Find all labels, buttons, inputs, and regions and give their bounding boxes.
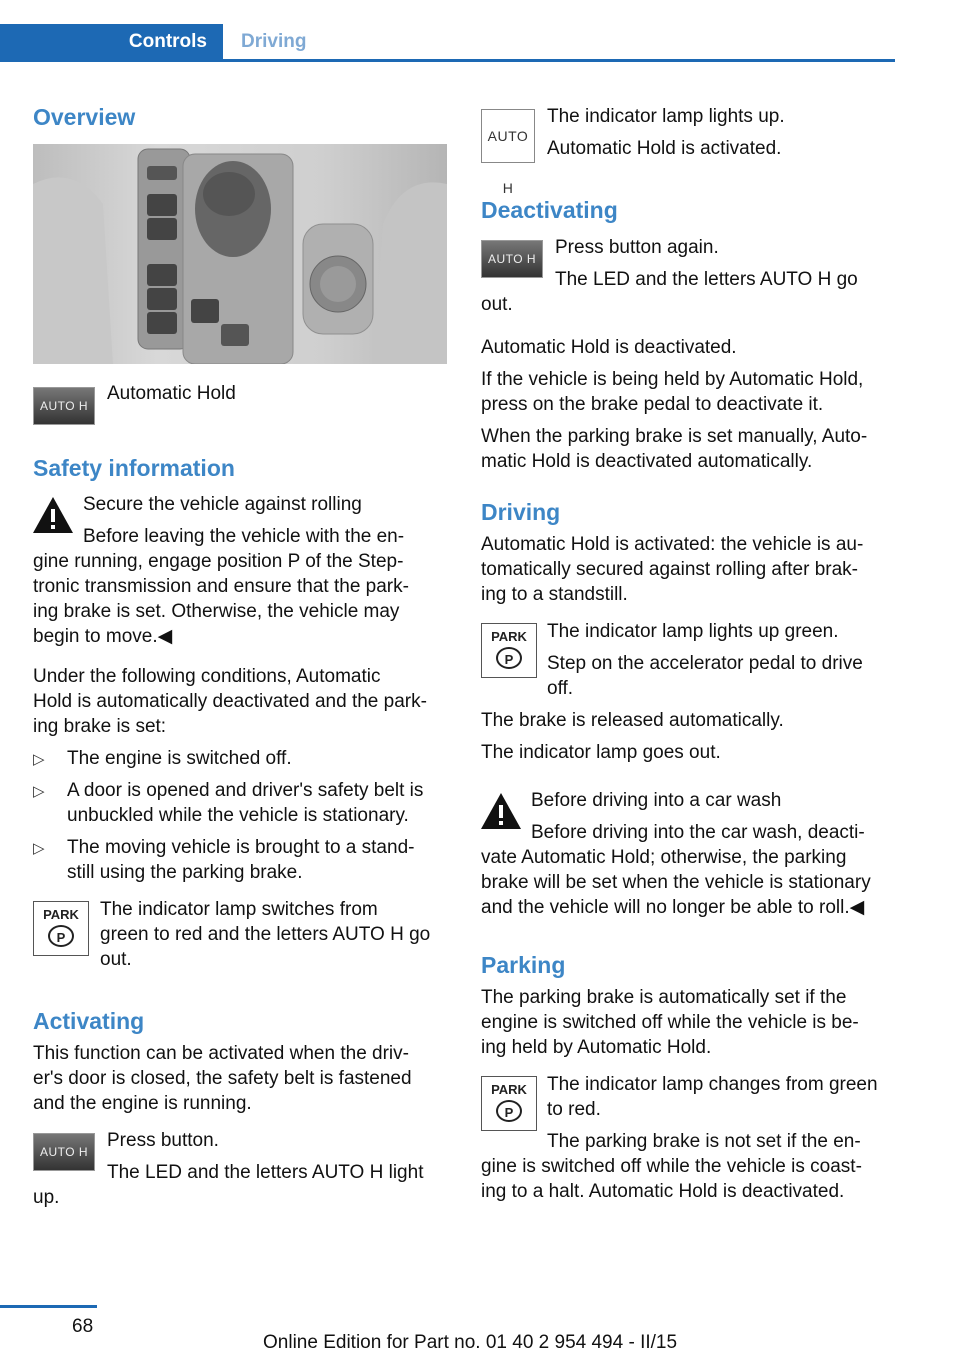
- warning-title: Before driving into a car wash: [531, 790, 782, 811]
- auto-h-button-icon: AUTO H: [33, 1133, 95, 1171]
- chapter-tabs: [0, 24, 895, 62]
- tab-controls[interactable]: Controls: [0, 24, 223, 60]
- park-icon-label: PARK: [43, 907, 79, 922]
- auto-h-button-icon: AUTO H: [481, 240, 543, 278]
- list-item: The moving vehicle is brought to a stand‐: [67, 837, 415, 858]
- press-button-text: Press button.: [107, 1130, 219, 1151]
- parking-text: to red.: [547, 1099, 601, 1120]
- warning-text: and the vehicle will no longer be able to roll.◀: [481, 897, 865, 918]
- deactivating-text: press on the brake pedal to deactivate it.: [481, 394, 824, 415]
- led-text: The LED and the letters AUTO H light: [107, 1162, 424, 1183]
- activating-heading: Activating: [33, 1008, 145, 1034]
- parking-text: engine is switched off while the vehicle is be‐: [481, 1012, 859, 1033]
- driving-text: ing to a standstill.: [481, 584, 628, 605]
- tab-driving[interactable]: Driving: [241, 31, 307, 52]
- bullet-icon: ▷: [33, 751, 45, 768]
- driving-text: off.: [547, 678, 574, 699]
- warning-text: Before driving into the car wash, deacti‐: [531, 822, 865, 843]
- park-indicator-icon: [33, 901, 89, 956]
- driving-heading: Driving: [481, 499, 561, 525]
- conditions-text: ing brake is set:: [33, 716, 167, 737]
- activating-text: and the engine is running.: [33, 1093, 252, 1114]
- park-icon-symbol: P: [48, 925, 74, 947]
- warning-text: brake will be set when the vehicle is stationary: [481, 872, 871, 893]
- bullet-icon: ▷: [33, 783, 45, 800]
- indicator-text: Automatic Hold is activated.: [547, 138, 782, 159]
- deactivating-heading: Deactivating: [481, 197, 618, 223]
- warning-text: Before leaving the vehicle with the en‐: [83, 526, 405, 547]
- park-indicator-icon: [481, 623, 537, 678]
- park-icon-label: PARK: [491, 1082, 527, 1097]
- center-console-photo: [33, 144, 447, 364]
- driving-text: The brake is released automatically.: [481, 710, 784, 731]
- auto-hold-label: Automatic Hold: [107, 383, 236, 404]
- activating-text: er's door is closed, the safety belt is fastened: [33, 1068, 412, 1089]
- parking-text: The parking brake is not set if the en‐: [547, 1131, 861, 1152]
- page-number: 68: [72, 1316, 94, 1337]
- bullet-icon: ▷: [33, 840, 45, 857]
- auto-h-button-icon: AUTO H: [33, 387, 95, 425]
- parking-heading: Parking: [481, 952, 566, 978]
- warning-text: vate Automatic Hold; otherwise, the parking: [481, 847, 847, 868]
- driving-text: tomatically secured against rolling after brak‐: [481, 559, 859, 580]
- footer-rule: [0, 1305, 97, 1308]
- warning-text: ing brake is set. Otherwise, the vehicle may: [33, 601, 400, 622]
- led-text: up.: [33, 1187, 60, 1208]
- list-item: A door is opened and driver's safety belt is: [67, 780, 424, 801]
- park-icon-symbol: P: [496, 1100, 522, 1122]
- overview-heading: Overview: [33, 104, 136, 130]
- parking-text: ing to a halt. Automatic Hold is deactivated.: [481, 1181, 845, 1202]
- parking-text: The parking brake is automatically set if the: [481, 987, 847, 1008]
- warning-text: tronic transmission and ensure that the park‐: [33, 576, 409, 597]
- tab-underline: [0, 59, 895, 62]
- driving-text: Automatic Hold is activated: the vehicle is au‐: [481, 534, 864, 555]
- conditions-text: Hold is automatically deactivated and the park‐: [33, 691, 427, 712]
- indicator-text: The indicator lamp lights up.: [547, 106, 785, 127]
- deactivating-text: matic Hold is deactivated automatically.: [481, 451, 813, 472]
- list-item: still using the parking brake.: [67, 862, 303, 883]
- parking-text: ing held by Automatic Hold.: [481, 1037, 712, 1058]
- driving-text: The indicator lamp lights up green.: [547, 621, 839, 642]
- park-note: The indicator lamp switches from: [100, 899, 378, 920]
- parking-text: gine is switched off while the vehicle is coast‐: [481, 1156, 862, 1177]
- park-icon-symbol: P: [496, 647, 522, 669]
- parking-text: The indicator lamp changes from green: [547, 1074, 878, 1095]
- warning-text: gine running, engage position P of the Step‐: [33, 551, 404, 572]
- conditions-text: Under the following conditions, Automatic: [33, 666, 381, 687]
- deactivating-text: Press button again.: [555, 237, 719, 258]
- auto-h-indicator-icon: AUTO H: [481, 109, 535, 163]
- park-note: out.: [100, 949, 132, 970]
- driving-text: Step on the accelerator pedal to drive: [547, 653, 863, 674]
- warning-title: Secure the vehicle against rolling: [83, 494, 362, 515]
- deactivating-text: When the parking brake is set manually, Auto‐: [481, 426, 868, 447]
- warning-icon: [480, 792, 522, 830]
- safety-heading: Safety information: [33, 455, 235, 481]
- activating-text: This function can be activated when the driv‐: [33, 1043, 409, 1064]
- park-icon-label: PARK: [491, 629, 527, 644]
- driving-text: The indicator lamp goes out.: [481, 742, 721, 763]
- deactivating-text: Automatic Hold is deactivated.: [481, 337, 737, 358]
- warning-icon: [32, 496, 74, 534]
- park-note: green to red and the letters AUTO H go: [100, 924, 431, 945]
- deactivating-text: If the vehicle is being held by Automatic Hold,: [481, 369, 864, 390]
- list-item: The engine is switched off.: [67, 748, 292, 769]
- park-indicator-icon: [481, 1076, 537, 1131]
- deactivating-text: The LED and the letters AUTO H go: [555, 269, 858, 290]
- deactivating-text: out.: [481, 294, 513, 315]
- edition-text: Online Edition for Part no. 01 40 2 954 494 - II/15: [263, 1332, 678, 1353]
- list-item: unbuckled while the vehicle is stationary.: [67, 805, 409, 826]
- warning-text: begin to move.◀: [33, 626, 173, 647]
